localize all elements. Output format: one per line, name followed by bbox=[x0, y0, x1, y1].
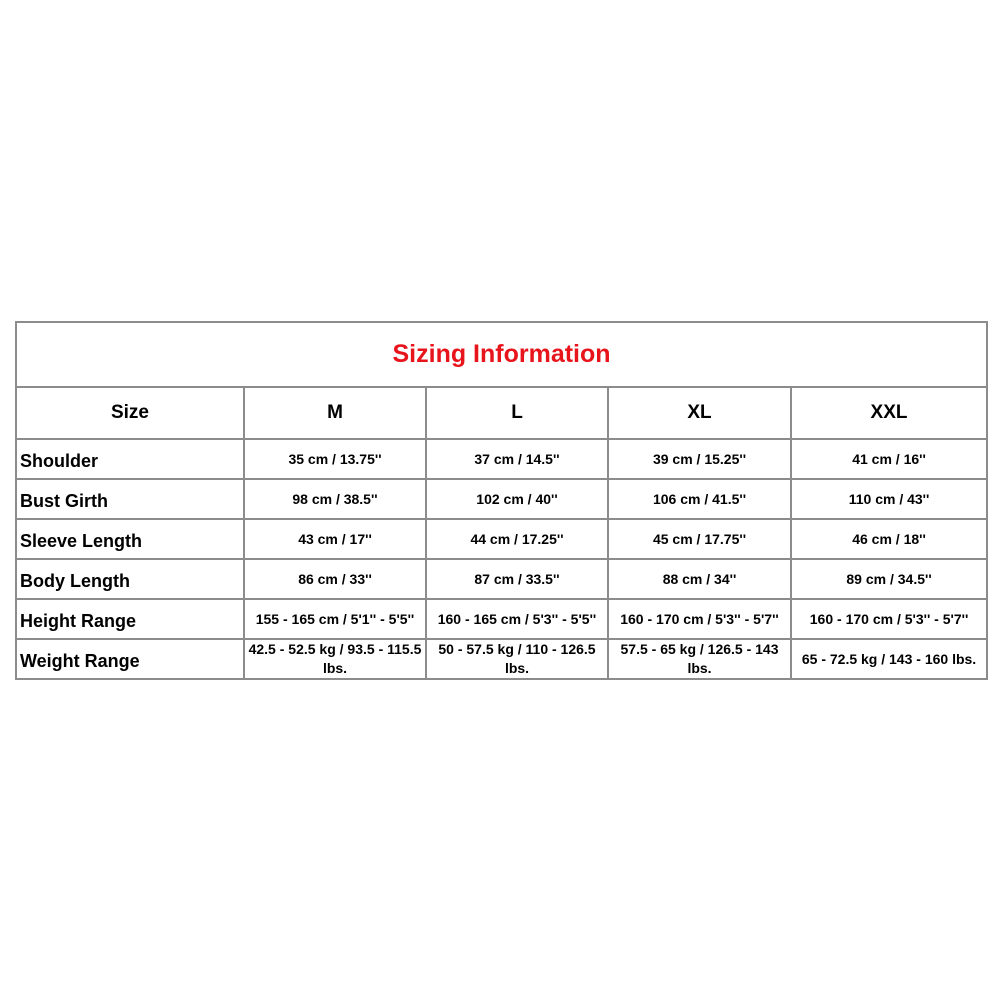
table-cell: 160 - 170 cm / 5'3'' - 5'7'' bbox=[608, 599, 791, 639]
row-label: Sleeve Length bbox=[16, 519, 244, 559]
header-cell-xxl: XXL bbox=[791, 387, 987, 439]
table-cell: 43 cm / 17'' bbox=[244, 519, 426, 559]
table-row-sleeve-length bbox=[16, 519, 987, 559]
header-cell-l: L bbox=[426, 387, 608, 439]
table-row-bust-girth bbox=[16, 479, 987, 519]
table-title: Sizing Information bbox=[16, 322, 987, 387]
table-row-height-range bbox=[16, 599, 987, 639]
table-cell: 57.5 - 65 kg / 126.5 - 143 lbs. bbox=[608, 639, 791, 679]
row-label: Body Length bbox=[16, 559, 244, 599]
table-row-weight-range bbox=[16, 639, 987, 679]
row-label: Shoulder bbox=[16, 439, 244, 479]
table-cell: 87 cm / 33.5'' bbox=[426, 559, 608, 599]
table-cell: 102 cm / 40'' bbox=[426, 479, 608, 519]
table-cell: 46 cm / 18'' bbox=[791, 519, 987, 559]
table-row-shoulder bbox=[16, 439, 987, 479]
table-cell: 106 cm / 41.5'' bbox=[608, 479, 791, 519]
header-cell-size: Size bbox=[16, 387, 244, 439]
header-cell-m: M bbox=[244, 387, 426, 439]
table-cell: 42.5 - 52.5 kg / 93.5 - 115.5 lbs. bbox=[244, 639, 426, 679]
table-cell: 45 cm / 17.75'' bbox=[608, 519, 791, 559]
table-cell: 160 - 170 cm / 5'3'' - 5'7'' bbox=[791, 599, 987, 639]
row-label: Height Range bbox=[16, 599, 244, 639]
table-cell: 50 - 57.5 kg / 110 - 126.5 lbs. bbox=[426, 639, 608, 679]
table-cell: 86 cm / 33'' bbox=[244, 559, 426, 599]
header-row bbox=[16, 387, 987, 439]
title-row bbox=[16, 322, 987, 387]
sizing-table bbox=[15, 321, 988, 680]
row-label: Bust Girth bbox=[16, 479, 244, 519]
header-cell-xl: XL bbox=[608, 387, 791, 439]
table-cell: 37 cm / 14.5'' bbox=[426, 439, 608, 479]
table-cell: 89 cm / 34.5'' bbox=[791, 559, 987, 599]
table-cell: 41 cm / 16'' bbox=[791, 439, 987, 479]
table-cell: 110 cm / 43'' bbox=[791, 479, 987, 519]
table-cell: 39 cm / 15.25'' bbox=[608, 439, 791, 479]
row-label: Weight Range bbox=[16, 639, 244, 679]
table-cell: 155 - 165 cm / 5'1'' - 5'5'' bbox=[244, 599, 426, 639]
table-cell: 44 cm / 17.25'' bbox=[426, 519, 608, 559]
table-cell: 88 cm / 34'' bbox=[608, 559, 791, 599]
table-cell: 35 cm / 13.75'' bbox=[244, 439, 426, 479]
table-row-body-length bbox=[16, 559, 987, 599]
table-cell: 160 - 165 cm / 5'3'' - 5'5'' bbox=[426, 599, 608, 639]
table-cell: 65 - 72.5 kg / 143 - 160 lbs. bbox=[791, 639, 987, 679]
table-cell: 98 cm / 38.5'' bbox=[244, 479, 426, 519]
